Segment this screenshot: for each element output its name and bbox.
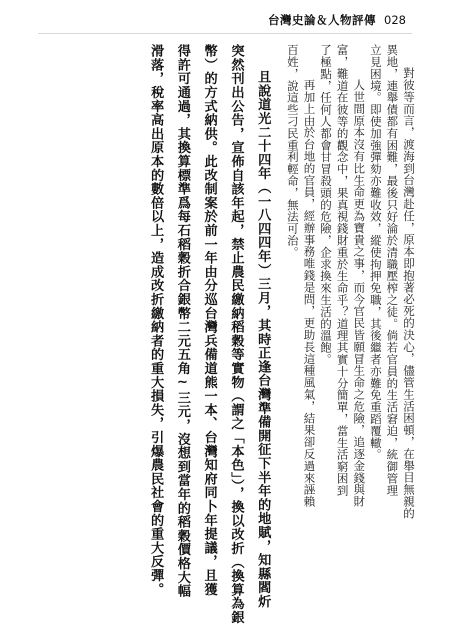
- quote-column: 百姓，說這些刁民重利輕命，無法可治。: [285, 44, 300, 259]
- quote-column: 對彼等而言，渡海到台灣赴任，原本即抱著必死的決心，儘管生活困頓，在舉目無親的: [402, 67, 416, 520]
- quote-column: 了極點，任何人都會甘冒殺頭的危險，企求換來生活的溫飽。: [319, 44, 334, 366]
- quote-column: 異地，連舉債都有困難，最後只好淪於清職壓榨之徒。倘若官員的生活窘迫，統御管理: [385, 44, 400, 497]
- main-column: 突然刊出公告，宣佈自該年起，禁止農民繳納稻穀等實物（謂之「本色」），換以改折（換算為銀: [228, 44, 244, 624]
- quote-column: 人世間原本沒有比生命更為寶貴之事，而今官民皆願冒生命之危險，追逐金錢與財: [352, 79, 367, 508]
- quote-column: 立見困境。即使加強彈劾亦難收效，縱使拘押免職，其後繼者亦難免重蹈覆轍。: [368, 44, 383, 461]
- header-title: 台灣史論＆人物評傳: [268, 13, 377, 27]
- main-paragraph: [135, 44, 271, 624]
- main-column: 滑落，稅率高出原本的數倍以上，造成改折繳納者的重大損失，引爆農民社會的重大反彈。: [148, 44, 164, 596]
- quote-column: 富，難道在彼等的觀念中，果真視錢財重於生命乎？道理其實十分簡單，當生活窮困到: [335, 44, 350, 497]
- running-header: [268, 10, 406, 30]
- quoted-passage: [281, 44, 414, 584]
- header-divider: [38, 33, 412, 34]
- main-column: 得許可通過，其換算標準爲每石稻穀折合銀幣二元五角∼三元，沒想到當年的稻穀價格大幅: [174, 44, 190, 598]
- main-column: 幣）的方式納供。此改制案於前一年由分巡台灣兵備道熊一本、台灣知府同卜年提議，且獲: [201, 44, 217, 596]
- main-column: 且說道光二十四年（一八四四年）三月，其時正逢台灣準備開征下半年的地賦，知縣閻炘: [255, 70, 271, 609]
- page-number: 028: [384, 13, 406, 27]
- quote-column: 再加上由於台地的官員，經辦事務唯錢是問，更助長這種風氣，結果卻反過來誣賴: [302, 79, 317, 508]
- vertical-text-body: [34, 44, 416, 624]
